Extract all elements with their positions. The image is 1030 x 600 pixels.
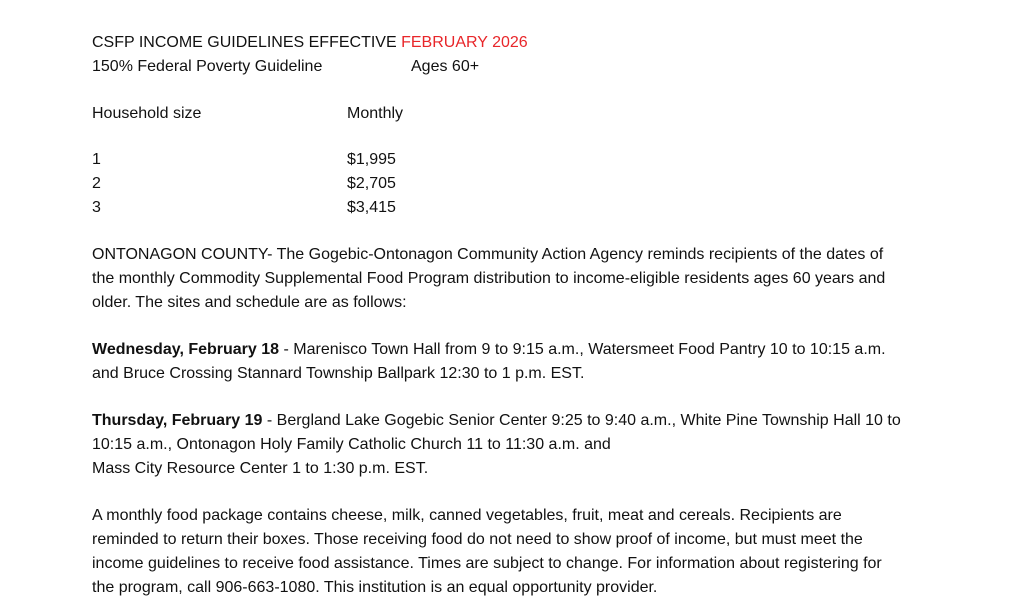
paragraph-line bbox=[92, 338, 1002, 362]
paragraph-line: the program, call 906-663-1080. This institution is an equal opportunity provider. bbox=[92, 579, 658, 596]
paragraph-line: and Bruce Crossing Stannard Township Ballpark 12:30 to 1 p.m. EST. bbox=[92, 365, 585, 382]
paragraph-line: older. The sites and schedule are as follows: bbox=[92, 294, 407, 311]
closing-paragraph bbox=[92, 504, 1002, 600]
monthly-cell: $2,705 bbox=[347, 175, 396, 192]
poverty-guideline-label: 150% Federal Poverty Guideline bbox=[92, 58, 323, 75]
household-size-header: Household size bbox=[92, 105, 202, 122]
paragraph-line: income guidelines to receive food assistance. Times are subject to change. For information about registering for bbox=[92, 555, 882, 572]
paragraph-line: ONTONAGON COUNTY- The Gogebic-Ontonagon Community Action Agency reminds recipients of the dates of bbox=[92, 246, 884, 263]
title-prefix: CSFP INCOME GUIDELINES EFFECTIVE bbox=[92, 34, 402, 51]
ages-label: Ages 60+ bbox=[411, 58, 480, 75]
table-row bbox=[92, 172, 1002, 196]
thursday-date: Thursday, February 19 bbox=[92, 412, 263, 429]
document-page bbox=[92, 31, 1002, 600]
table-row bbox=[92, 196, 1002, 220]
household-size-cell: 3 bbox=[92, 199, 101, 216]
wednesday-sites: - Marenisco Town Hall from 9 to 9:15 a.m., Watersmeet Food Pantry 10 to 10:15 a.m. bbox=[279, 341, 886, 358]
paragraph-line: reminded to return their boxes. Those receiving food do not need to show proof of income, but must meet the bbox=[92, 531, 863, 548]
intro-paragraph bbox=[92, 243, 1002, 315]
paragraph-line: the monthly Commodity Supplemental Food Program distribution to income-eligible residents ages 60 years and bbox=[92, 270, 886, 287]
household-size-cell: 1 bbox=[92, 151, 101, 168]
document-subtitle bbox=[92, 55, 1002, 79]
monthly-header: Monthly bbox=[347, 105, 404, 122]
table-header-row bbox=[92, 102, 1002, 126]
thursday-sites: - Bergland Lake Gogebic Senior Center 9:25 to 9:40 a.m., White Pine Township Hall 10 to bbox=[262, 412, 901, 429]
document-title bbox=[92, 31, 1002, 55]
household-size-cell: 2 bbox=[92, 175, 101, 192]
monthly-cell: $3,415 bbox=[347, 199, 396, 216]
paragraph-line: A monthly food package contains cheese, milk, canned vegetables, fruit, meat and cereals. Recipients are bbox=[92, 507, 842, 524]
wednesday-date: Wednesday, February 18 bbox=[92, 341, 280, 358]
paragraph-line bbox=[92, 409, 1002, 433]
table-row bbox=[92, 148, 1002, 172]
paragraph-line: 10:15 a.m., Ontonagon Holy Family Catholic Church 11 to 11:30 a.m. and bbox=[92, 436, 611, 453]
title-month: FEBRUARY 2026 bbox=[401, 34, 528, 51]
monthly-cell: $1,995 bbox=[347, 151, 396, 168]
paragraph-line: Mass City Resource Center 1 to 1:30 p.m. EST. bbox=[92, 460, 429, 477]
thursday-schedule bbox=[92, 409, 1002, 481]
wednesday-schedule bbox=[92, 338, 1002, 386]
